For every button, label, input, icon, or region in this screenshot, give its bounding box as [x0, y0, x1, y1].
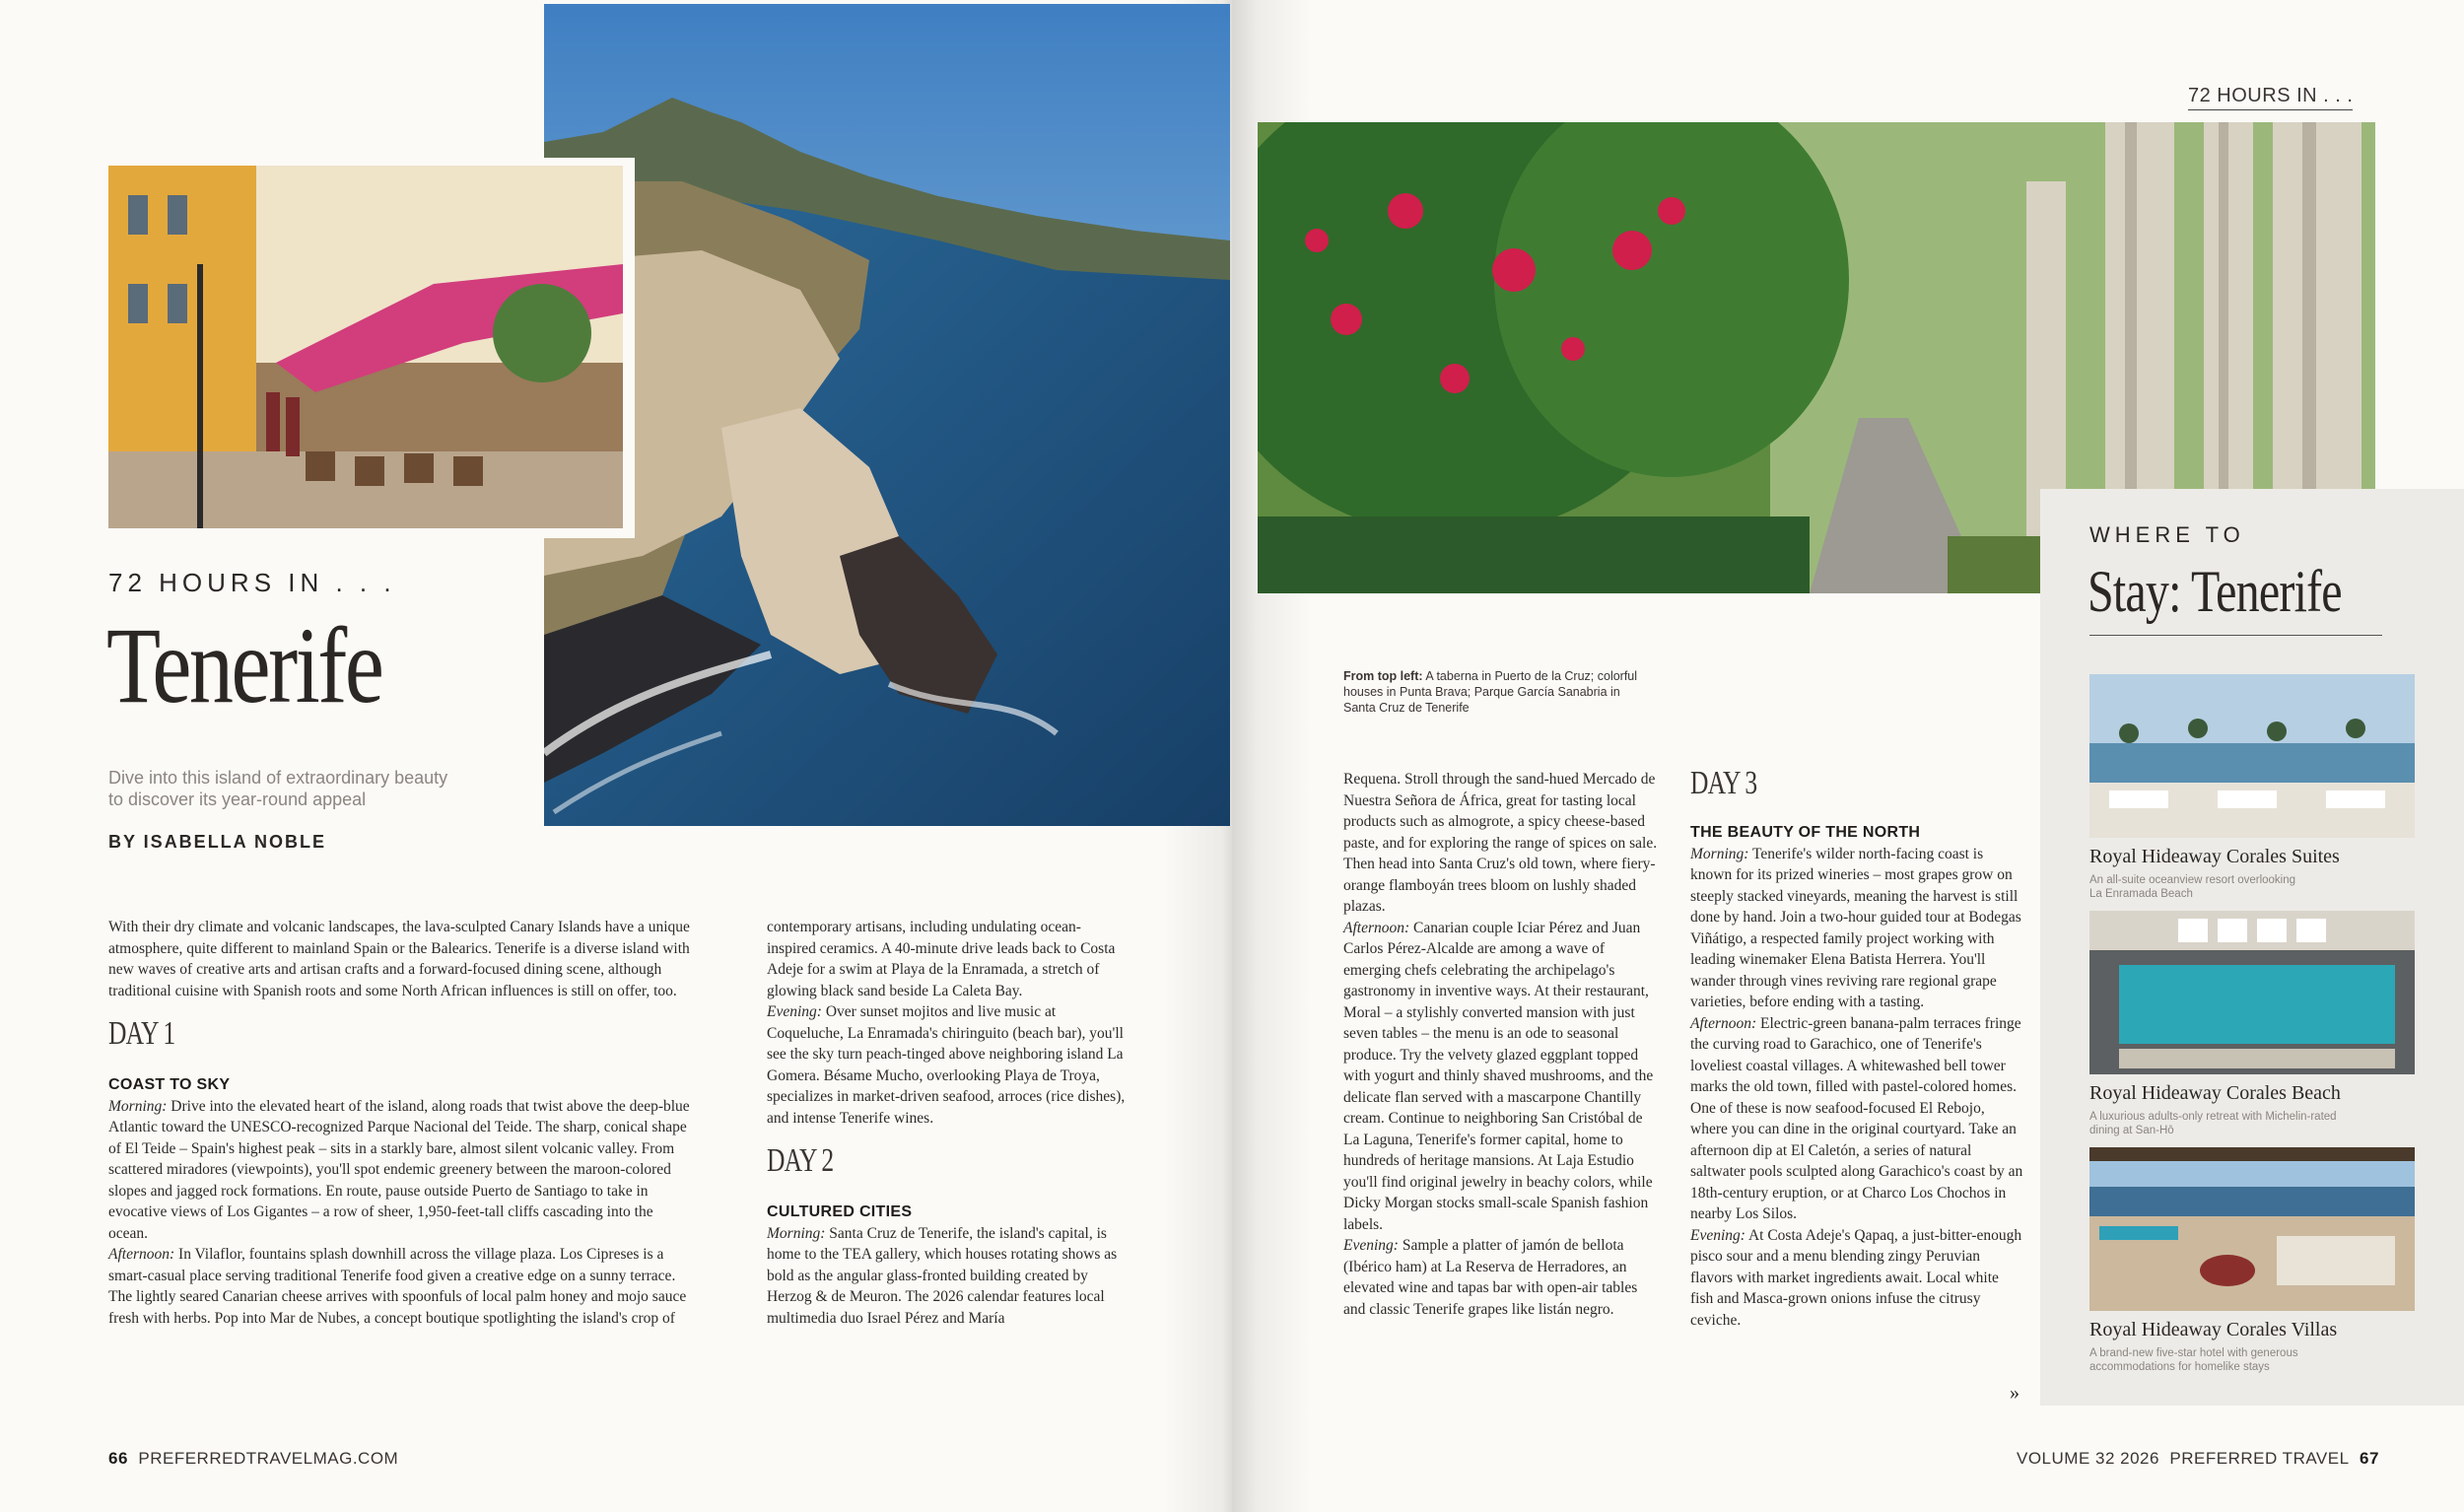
day-2-heading: DAY 2 [767, 1142, 834, 1179]
day-2-continuation: Requena. Stroll through the sand-hued Mercado de Nuestra Señora de África, great for tasting local products such as almogrote, a spicy cheese-based paste, and for exploring the range of spices on sale. Then head into Santa Cruz's old town, where fiery-orange flamboyán trees bloom on lushly shaded plazas. [1343, 771, 1658, 915]
day-1-evening: Evening: Over sunset mojitos and live music at Coqueluche, La Enramada's chiringuito (beach bar), you'll see the sky turn peach-tinged above neighboring island La Gomera. Bésame Mucho, overlooking Playa de Troya, specializes in market-driven seafood, arroces (rice dishes), and intense Tenerife wines. [767, 1003, 1126, 1127]
byline: BY ISABELLA NOBLE [108, 832, 327, 852]
text-column-3 [1343, 769, 1659, 1320]
day-1-continuation: contemporary artisans, including undulating ocean-inspired ceramics. A 40-minute drive leads back to Costa Adeje for a swim at Playa de la Enramada, a stretch of glowing black sand beside La Caleta Bay. [767, 919, 1116, 999]
day-1-heading: DAY 1 [108, 1015, 175, 1052]
hotel-suites-photo [2089, 674, 2415, 838]
volume-label: VOLUME 32 2026 [2017, 1449, 2159, 1468]
hotel-villas-photo [2089, 1147, 2415, 1311]
magazine-name: PREFERRED TRAVEL [2169, 1449, 2350, 1468]
article-title: Tenerife [106, 605, 382, 725]
day-2-evening: Evening: Sample a platter of jamón de bellota (Ibérico ham) at La Reserva de Herradores, an elevated wine and tapas bar with open-air tables and classic Tenerife grapes like listán negro. [1343, 1237, 1638, 1318]
hotel-2-desc: A luxurious adults-only retreat with Michelin-rated dining at San-Hō [2089, 1111, 2337, 1136]
deck-line-2: to discover its year-round appeal [108, 790, 367, 809]
hotel-1-name: Royal Hideaway Corales Suites [2089, 846, 2340, 867]
sidebar-eyebrow: WHERE TO [2089, 522, 2245, 547]
section-eyebrow: 72 HOURS IN . . . [108, 568, 396, 597]
text-column-4 [1690, 765, 2025, 1331]
hotel-beach-photo [2089, 911, 2415, 1074]
sidebar-title: Stay: Tenerife [2088, 559, 2342, 624]
day-3-afternoon: Afternoon: Electric-green banana-palm terraces fringe the curving road to Garachico, one of Tenerife's loveliest coastal villages. A whitewashed bell tower marks the old town, filled with pastel-colored homes. One of these is now seafood-focused El Rebojo, where you can dine in the original courtyard. Take an afternoon dip at El Caletón, a series of natural saltwater pools sculpted along Garachico's coast by an 18th-century eruption, or at Charco Los Chochos in nearby Los Silos. [1690, 1014, 2023, 1222]
deck-line-1: Dive into this island of extraordinary beauty [108, 768, 448, 788]
day-3-heading: DAY 3 [1690, 765, 1757, 801]
day-2-afternoon: Afternoon: Canarian couple Iciar Pérez and Juan Carlos Pérez-Alcalde are among a wave of emerging chefs celebrating the archipelago's gastronomy in inventive ways. At their restaurant, Moral – a stylishly converted mansion with just seven tables – the menu is an ode to seasonal produce. Try the velvety glazed eggplant topped with yogurt and thinly shaved mushrooms, and the delicate flan served with a mascarpone Chantilly cream. Continue to neighboring San Cristóbal de La Laguna, Tenerife's former capital, home to hundreds of heritage mansions. At Laja Estudio you'll find original jewelry in beachy colors, while Dicky Morgan stocks small-scale Spanish fashion labels. [1343, 919, 1654, 1233]
sidebar-rule [2089, 635, 2382, 636]
day-2-morning: Morning: Santa Cruz de Tenerife, the island's capital, is home to the TEA gallery, which houses rotating shows as bold as the angular glass-fronted building created by Herzog & de Meuron. The 2026 calendar features local multimedia duo Israel Pérez and María [767, 1224, 1118, 1327]
text-column-2 [767, 917, 1126, 1329]
page-number-right: 67 [2360, 1449, 2379, 1468]
page-number-left: 66 [108, 1449, 128, 1468]
article-deck [108, 767, 447, 810]
day-2-subheading: CULTURED CITIES [767, 1203, 913, 1220]
street-cafe-photo [108, 166, 623, 528]
day-1-subheading: COAST TO SKY [108, 1076, 231, 1093]
day-1-afternoon: Afternoon: In Vilaflor, fountains splash downhill across the village plaza. Los Cipreses is a smart-casual place serving traditional Tenerife food given a creative edge on a sunny terrace. The lightly seared Canarian cheese arrives with spoonfuls of local palm honey and mojo sauce fresh with herbs. Pop into Mar de Nubes, a concept boutique spotlighting the island's crop of [108, 1246, 687, 1327]
hotel-1-desc: An all-suite oceanview resort overlooking La Enramada Beach [2089, 874, 2296, 900]
site-url: PREFERREDTRAVELMAG.COM [138, 1449, 399, 1468]
hotel-2-name: Royal Hideaway Corales Beach [2089, 1082, 2341, 1104]
day-3-evening: Evening: At Costa Adeje's Qapaq, a just-bitter-enough pisco sour and a menu blending zingy Peruvian flavors with market ingredients await. Local white fish and Masca-grown onions infuse the citrusy ceviche. [1690, 1226, 2022, 1329]
day-1-morning: Morning: Drive into the elevated heart of the island, along roads that twist above the deep-blue Atlantic toward the UNESCO-recognized Parque Nacional del Teide. The sharp, conical shape of El Teide – Spain's highest peak – sits in a starkly bare, almost silent volcanic valley. From scattered miradores (viewpoints), you'll spot endemic greenery between the maroon-colored slopes and jagged rock formations. En route, pause outside Puerto de Santiago to take in evocative views of Los Gigantes – a row of sheer, 1,950-feet-tall cliffs cascading into the ocean. [108, 1097, 690, 1242]
photo-caption: From top left: A taberna in Puerto de la Cruz; colorful houses in Punta Brava; Parque García Sanabria in Santa Cruz de Tenerife [1343, 669, 1638, 715]
hotel-3-desc: A brand-new five-star hotel with generous accommodations for homelike stays [2089, 1347, 2298, 1373]
left-folio [108, 1449, 398, 1469]
right-folio [2017, 1449, 2379, 1469]
continue-arrow-icon: » [2010, 1382, 2019, 1404]
intro-paragraph: With their dry climate and volcanic landscapes, the lava-sculpted Canary Islands have a unique atmosphere, quite different to mainland Spain or the Balearics. Tenerife is a diverse island with new waves of creative arts and artisan crafts and a forward-focused dining scene, although traditional cuisine with Spanish roots and some North African influences is still on offer, too. [108, 919, 690, 999]
aerial-coast-photo [544, 4, 1230, 826]
day-3-morning: Morning: Tenerife's wilder north-facing coast is known for its prized wineries – most grapes grow on steeply stacked vineyards, meaning the harvest is still done by hand. Join a two-hour guided tour at Bodegas Viñátigo, a respected family project working with leading winemaker Elena Batista Herrera. You'll wander through vines reviving rare regional grape varieties, before ending with a tasting. [1690, 845, 2021, 1010]
day-3-subheading: THE BEAUTY OF THE NORTH [1690, 824, 1921, 841]
where-to-stay-sidebar [2040, 489, 2464, 1406]
hotel-3-name: Royal Hideaway Corales Villas [2089, 1319, 2338, 1340]
text-column-1 [108, 917, 690, 1329]
running-head: 72 HOURS IN . . . [2188, 85, 2353, 110]
